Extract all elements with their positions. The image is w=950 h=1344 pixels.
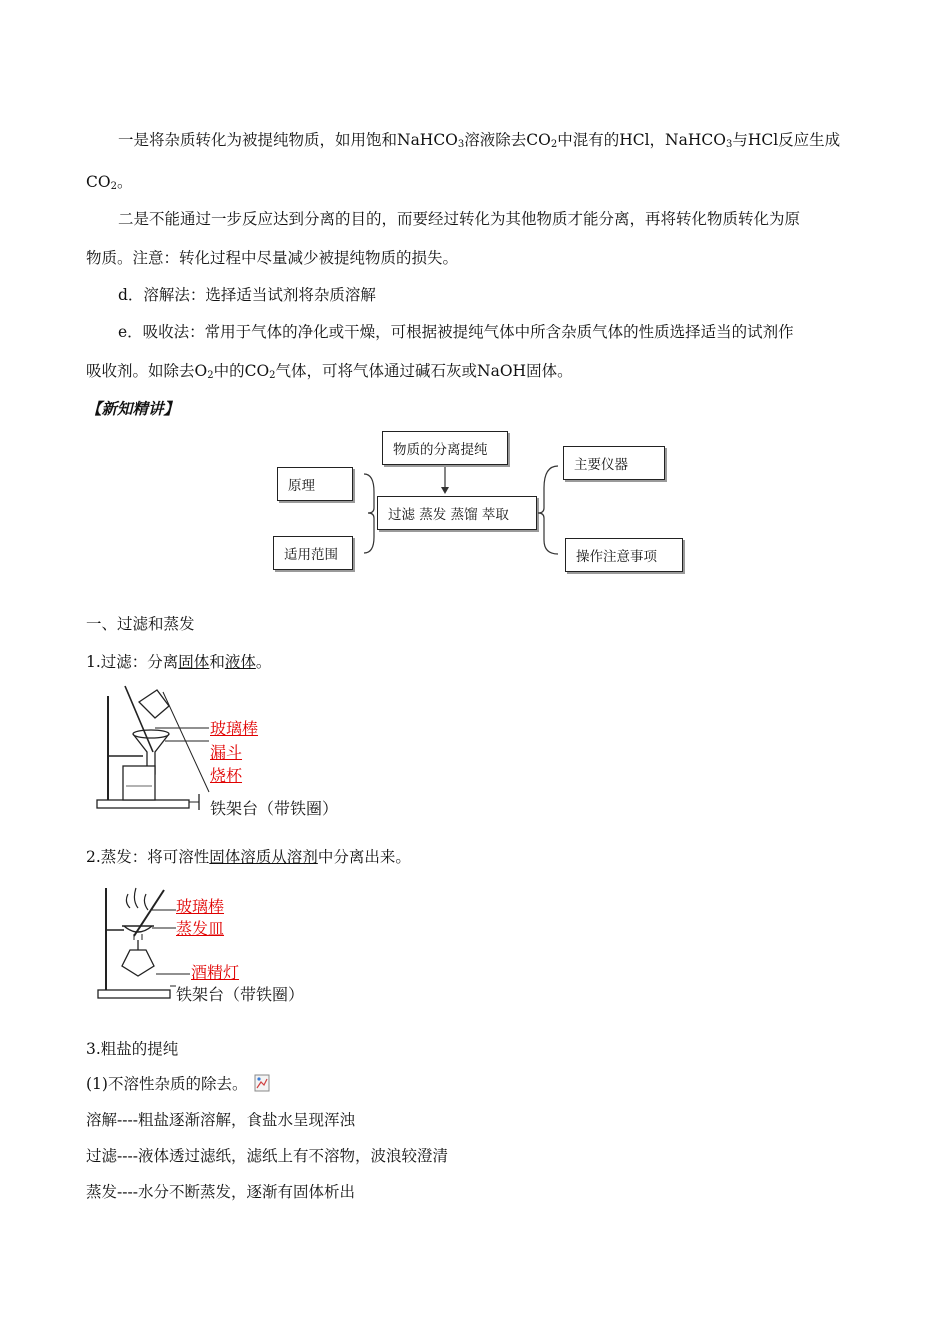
evap-label-evaporating-dish: 蒸发皿 [176, 919, 225, 938]
paragraph-1-line-1: 一是将杂质转化为被提纯物质，如用饱和NaHCO$_3$溶液除去$CO_2$中混有的HCl，NaHCO$_3$与HCl反应生成 [118, 131, 841, 150]
section-1-title: 一、过滤和蒸发 [86, 615, 195, 633]
paragraph-dissolve-method: d．溶解法：选择适当试剂将杂质溶解 [118, 286, 376, 304]
evap-label-glass-rod: 玻璃棒 [176, 897, 225, 916]
paragraph-2-line-1: 二是不能通过一步反应达到分离的目的，而要经过转化为其他物质才能分离，再将转化物质转化为原 [118, 210, 801, 228]
paragraph-absorb-line-2: 吸收剂。如除去$O_2$中的$CO_2$气体，可将气体通过碱石灰或NaOH固体。 [86, 362, 573, 381]
broken-image-icon [254, 1074, 270, 1092]
crude-salt-title: 3.粗盐的提纯 [86, 1040, 179, 1058]
insoluble-impurity-heading: (1)不溶性杂质的除去。 [86, 1072, 270, 1094]
filter-label-beaker: 烧杯 [210, 766, 243, 785]
diagram-principle-box: 原理 [277, 467, 353, 501]
filter-label-glass-rod: 玻璃棒 [210, 719, 259, 738]
diagram-top-box: 物质的分离提纯 [382, 431, 508, 465]
step-dissolve: 溶解----粗盐逐渐溶解，食盐水呈现浑浊 [86, 1111, 355, 1129]
step-filter: 过滤----液体透过滤纸，滤纸上有不溶物，波浪较澄清 [86, 1147, 448, 1165]
filter-definition: 1.过滤：分离固体和液体。 [86, 653, 272, 671]
paragraph-2-line-2: 物质。注意：转化过程中尽量减少被提纯物质的损失。 [86, 249, 459, 267]
diagram-instruments-box: 主要仪器 [563, 446, 665, 480]
diagram-connectors [0, 0, 950, 600]
evap-label-alcohol-lamp: 酒精灯 [191, 963, 240, 982]
filtration-apparatus-illustration [95, 682, 315, 814]
section-header: 【新知精讲】 [86, 399, 180, 418]
diagram-scope-box: 适用范围 [273, 536, 353, 570]
evap-label-iron-stand: 铁架台（带铁圈） [176, 985, 305, 1004]
paragraph-1-line-2: $CO_2$。 [86, 173, 133, 192]
evaporation-definition: 2.蒸发：将可溶性固体溶质从溶剂中分离出来。 [86, 848, 411, 866]
diagram-center-box: 过滤 蒸发 蒸馏 萃取 [377, 496, 537, 530]
step-evaporate: 蒸发----水分不断蒸发，逐渐有固体析出 [86, 1183, 355, 1201]
filter-label-funnel: 漏斗 [210, 743, 243, 762]
filter-label-iron-stand: 铁架台（带铁圈） [210, 799, 339, 818]
diagram-notes-box: 操作注意事项 [565, 538, 683, 572]
paragraph-absorb-line-1: e．吸收法：常用于气体的净化或干燥，可根据被提纯气体中所含杂质气体的性质选择适当的试剂作 [118, 323, 794, 341]
